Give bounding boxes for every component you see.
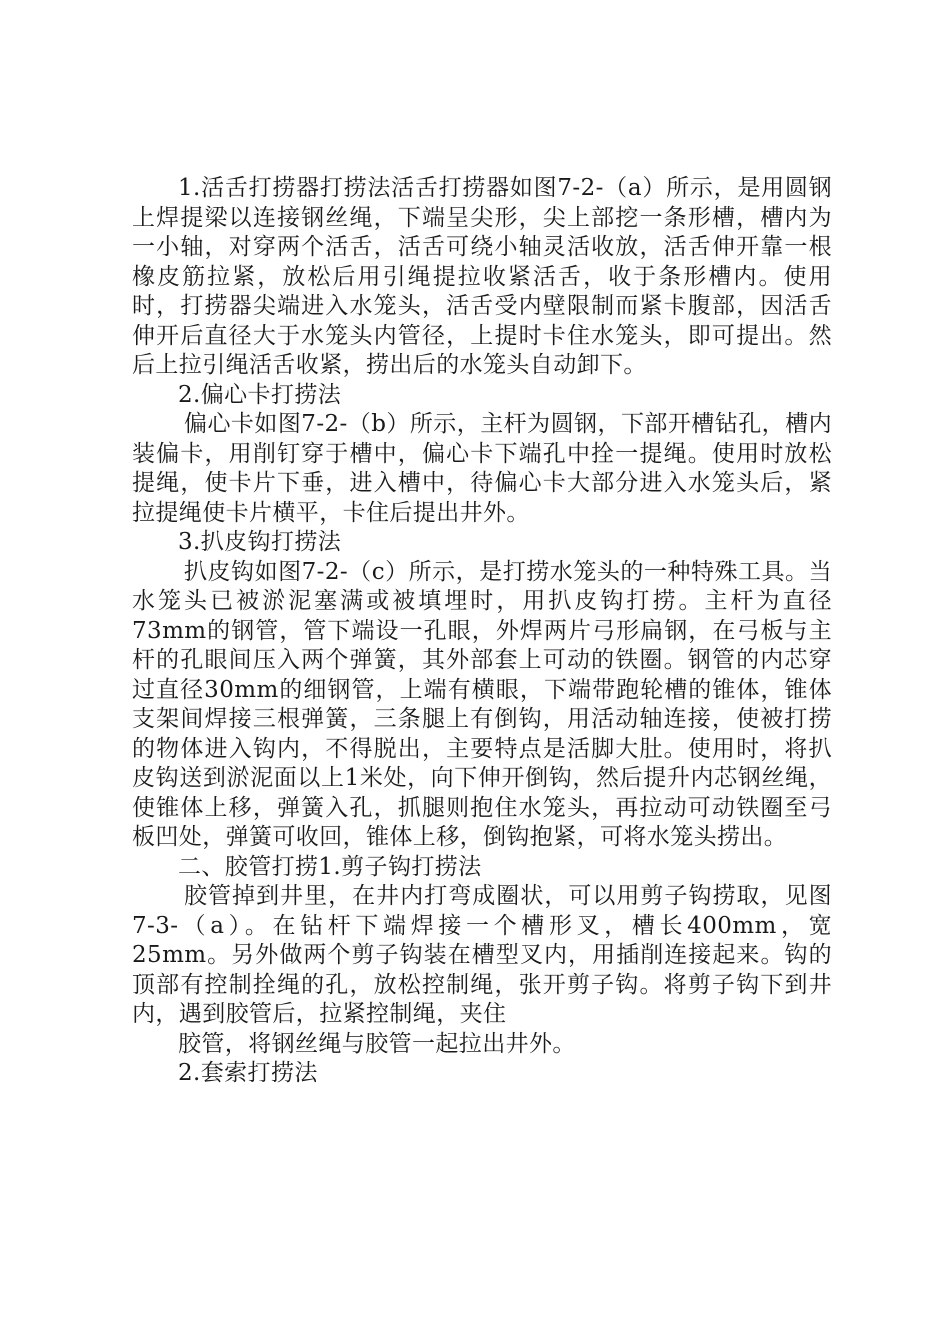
paragraph-scissor-hook: 胶管掉到井里，在井内打弯成圈状，可以用剪子钩捞取，见图7-3-（a）。在钻杆下端焊接一个槽形叉，槽长400mm，宽25mm。另外做两个剪子钩装在槽型叉内，用插削连接起来。钩的顶部有控制拴绳的孔，放松控制绳，张开剪子钩。将剪子钩下到井内，遇到胶管后，拉紧控制绳，夹住 (132, 883, 832, 1027)
paragraph-scissor-hook-continued: 胶管，将钢丝绳与胶管一起拉出井外。 (178, 1030, 576, 1057)
paragraph-eccentric-clamp: 偏心卡如图7-2-（b）所示，主杆为圆钢，下部开槽钻孔，槽内装偏卡，用削钉穿于槽中，偏心卡下端孔中拴一提绳。使用时放松提绳，使卡片下垂，进入槽中，待偏心卡大部分进入水笼头后，紧拉提绳使卡片横平，卡住后提出井外。 (132, 411, 832, 526)
paragraph-live-tongue-fishing: 1.活舌打捞器打捞法活舌打捞器如图7-2-（a）所示，是用圆钢上焊提梁以连接钢丝绳，下端呈尖形，尖上部挖一条形槽，槽内为一小轴，对穿两个活舌，活舌可绕小轴灵活收放，活舌伸开靠一根橡皮筋拉紧，放松后用引绳提拉收紧活舌，收于条形槽内。使用时，打捞器尖端进入水笼头，活舌受内壁限制而紧卡腹部，因活舌伸开后直径大于水笼头内管径，上提时卡住水笼头，即可提出。然后上拉引绳活舌收紧，捞出后的水笼头自动卸下。 (132, 175, 832, 378)
heading-peeling-hook: 3.扒皮钩打捞法 (178, 529, 342, 555)
heading-lasso-fishing: 2.套索打捞法 (178, 1060, 318, 1086)
document-body (132, 174, 832, 1089)
heading-eccentric-clamp: 2.偏心卡打捞法 (178, 381, 342, 408)
heading-hose-fishing: 二、胶管打捞1.剪子钩打捞法 (178, 853, 482, 880)
paragraph-peeling-hook: 扒皮钩如图7-2-（c）所示，是打捞水笼头的一种特殊工具。当水笼头已被淤泥塞满或被填埋时，用扒皮钩打捞。主杆为直径73mm的钢管，管下端设一孔眼，外焊两片弓形扁钢，在弓板与主杆的孔眼间压入两个弹簧，其外部套上可动的铁圈。钢管的内芯穿过直径30mm的细钢管，上端有横眼，下端带跑轮槽的锥体，锥体支架间焊接三根弹簧，三条腿上有倒钩，用活动轴连接，使被打捞的物体进入钩内，不得脱出，主要特点是活脚大肚。使用时，将扒皮钩送到淤泥面以上1米处，向下伸开倒钩，然后提升内芯钢丝绳，使锥体上移，弹簧入孔，抓腿则抱住水笼头，再拉动可动铁圈至弓板凹处，弹簧可收回，锥体上移，倒钩抱紧，可将水笼头捞出。 (132, 558, 832, 850)
